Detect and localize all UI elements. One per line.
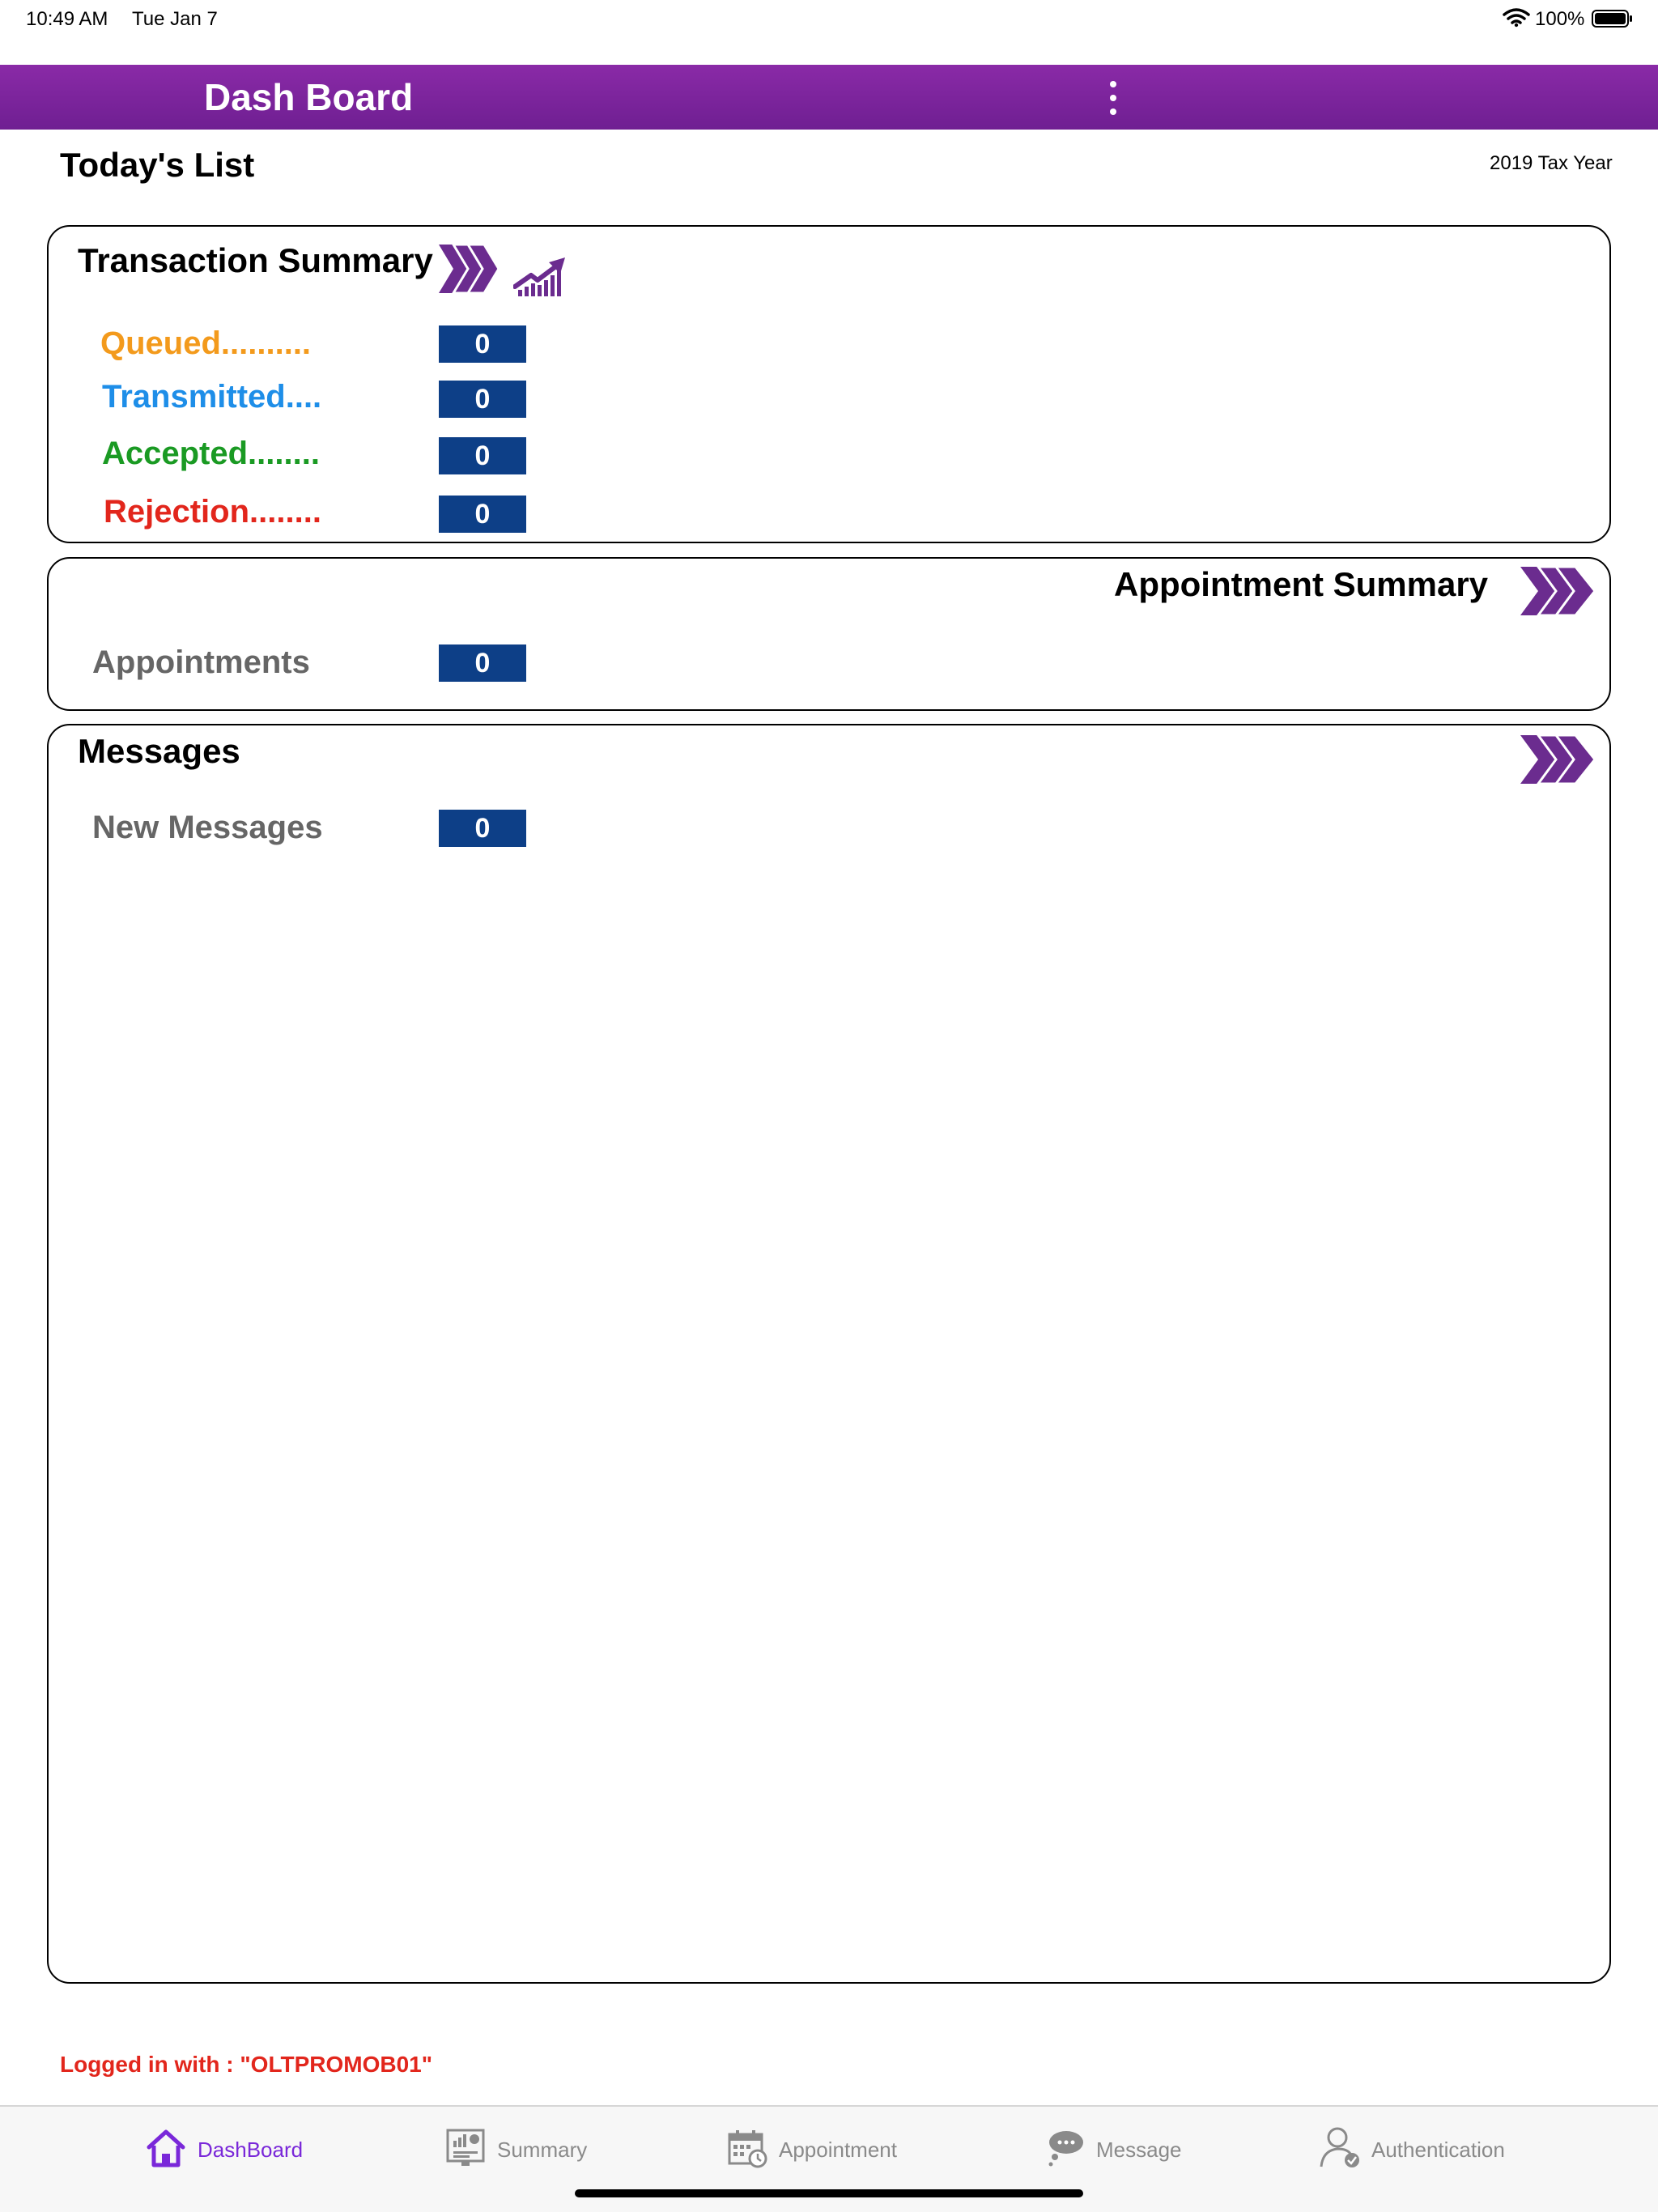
header-title: Dash Board (204, 76, 414, 118)
battery-icon (1592, 9, 1634, 28)
chevron-forward-icon[interactable] (1519, 734, 1596, 785)
chat-bubble-icon[interactable] (1044, 2128, 1085, 2168)
accepted-label: Accepted........ (102, 436, 320, 471)
status-time: 10:49 AM (26, 8, 108, 30)
wifi-icon (1503, 8, 1530, 28)
messages-card (47, 724, 1611, 1984)
accepted-count: 0 (439, 437, 526, 474)
chevron-forward-icon[interactable] (437, 243, 500, 295)
more-vertical-icon[interactable] (1101, 79, 1125, 117)
user-check-icon[interactable] (1318, 2125, 1362, 2170)
rejection-count: 0 (439, 496, 526, 533)
tab-dashboard[interactable]: DashBoard (198, 2138, 304, 2162)
home-indicator (575, 2189, 1083, 2197)
tab-summary[interactable]: Summary (497, 2138, 588, 2162)
queued-label: Queued.......... (100, 325, 312, 361)
tab-appointment[interactable]: Appointment (779, 2138, 897, 2162)
calendar-icon[interactable] (727, 2128, 767, 2168)
appointments-label: Appointments (92, 644, 310, 680)
transmitted-count: 0 (439, 381, 526, 418)
tax-year-label: 2019 Tax Year (1490, 152, 1613, 174)
home-icon[interactable] (146, 2128, 186, 2168)
battery-percentage: 100% (1535, 8, 1585, 30)
appointments-count: 0 (439, 644, 526, 682)
messages-title: Messages (78, 732, 240, 770)
tab-message[interactable]: Message (1096, 2138, 1182, 2162)
appointment-summary-title: Appointment Summary (1114, 565, 1489, 603)
summary-icon[interactable] (445, 2128, 486, 2168)
new-messages-label: New Messages (92, 810, 323, 845)
rejection-label: Rejection........ (104, 494, 321, 530)
chevron-forward-icon[interactable] (1519, 565, 1596, 617)
trend-chart-icon[interactable] (513, 256, 570, 298)
page-title: Today's List (60, 146, 255, 184)
new-messages-count: 0 (439, 810, 526, 847)
tab-authentication[interactable]: Authentication (1371, 2138, 1505, 2162)
status-date: Tue Jan 7 (132, 8, 218, 30)
transmitted-label: Transmitted.... (102, 379, 322, 415)
logged-in-text: Logged in with : "OLTPROMOB01" (60, 2052, 433, 2077)
transaction-summary-title: Transaction Summary (78, 241, 433, 279)
queued-count: 0 (439, 325, 526, 363)
